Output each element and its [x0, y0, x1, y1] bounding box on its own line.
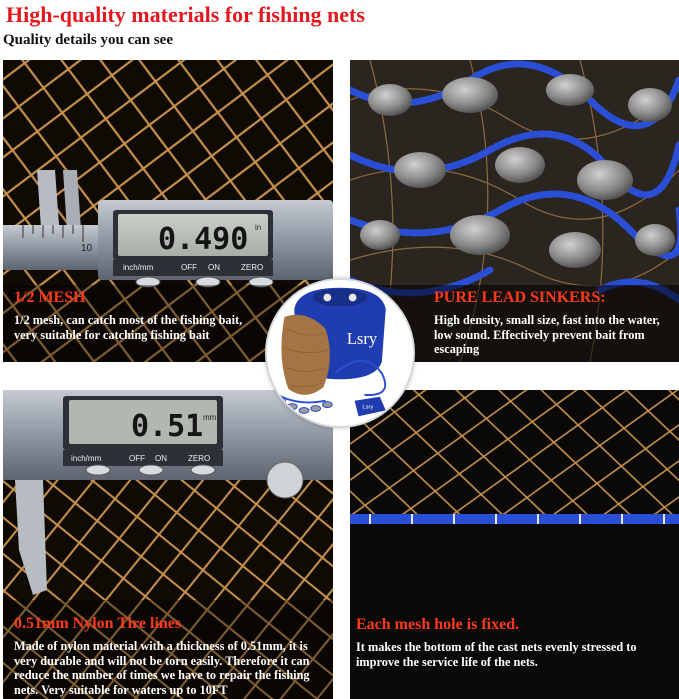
caliper-btn-off: OFF	[181, 263, 197, 272]
mesh-hole-title: Each mesh hole is fixed.	[356, 616, 520, 633]
product-image	[265, 278, 415, 428]
sinkers-title: PURE LEAD SINKERS:	[434, 289, 606, 306]
page-title: High-quality materials for fishing nets	[6, 2, 365, 27]
caliper-btn-on: ON	[208, 263, 220, 272]
mesh-title: 1/2 MESH	[14, 289, 86, 306]
caliper-unit-2: mm	[203, 413, 217, 422]
caliper-btn-zero: ZERO	[241, 263, 264, 272]
page-subtitle: Quality details you can see	[3, 32, 174, 48]
cast-net-product-illustration	[267, 280, 413, 426]
nylon-title: 0.51mm Nylon Tire lines	[14, 615, 182, 632]
sinkers-caption	[434, 289, 666, 357]
mesh-hole-caption	[356, 616, 676, 669]
caliper2-btn-on: ON	[155, 454, 167, 463]
caliper-reading: 0.490	[158, 222, 249, 257]
mesh-body: 1/2 mesh, can catch most of the fishing bait, very suitable for catching fishing bait	[14, 313, 243, 342]
scale-label: 10	[81, 243, 93, 254]
nylon-caption	[14, 615, 332, 697]
caliper2-btn-zero: ZERO	[188, 454, 211, 463]
brand-logo-text: Lsry	[346, 329, 378, 349]
sinkers-body: High density, small size, fast into the water, low sound. Effectively prevent bait from escaping	[434, 313, 660, 356]
caliper-unit: in	[255, 223, 262, 232]
caliper2-btn-off: OFF	[129, 454, 145, 463]
caliper2-btn-units: inch/mm	[71, 454, 102, 463]
caliper-reading-2: 0.51	[131, 409, 204, 444]
mesh-hole-body: It makes the bottom of the cast nets evenly stressed to improve the service life of the nets.	[356, 640, 637, 669]
nylon-body: Made of nylon material with a thickness of 0.51mm, it is very durable and will not be torn easily. Therefore it can reduce the number of times we have to repair the fishing nets. Very suitable for waters up to 10FT	[14, 639, 310, 697]
caliper-btn-units: inch/mm	[123, 263, 154, 272]
tag-brand-text: Lsry	[362, 404, 374, 411]
mesh-caption	[14, 289, 246, 342]
